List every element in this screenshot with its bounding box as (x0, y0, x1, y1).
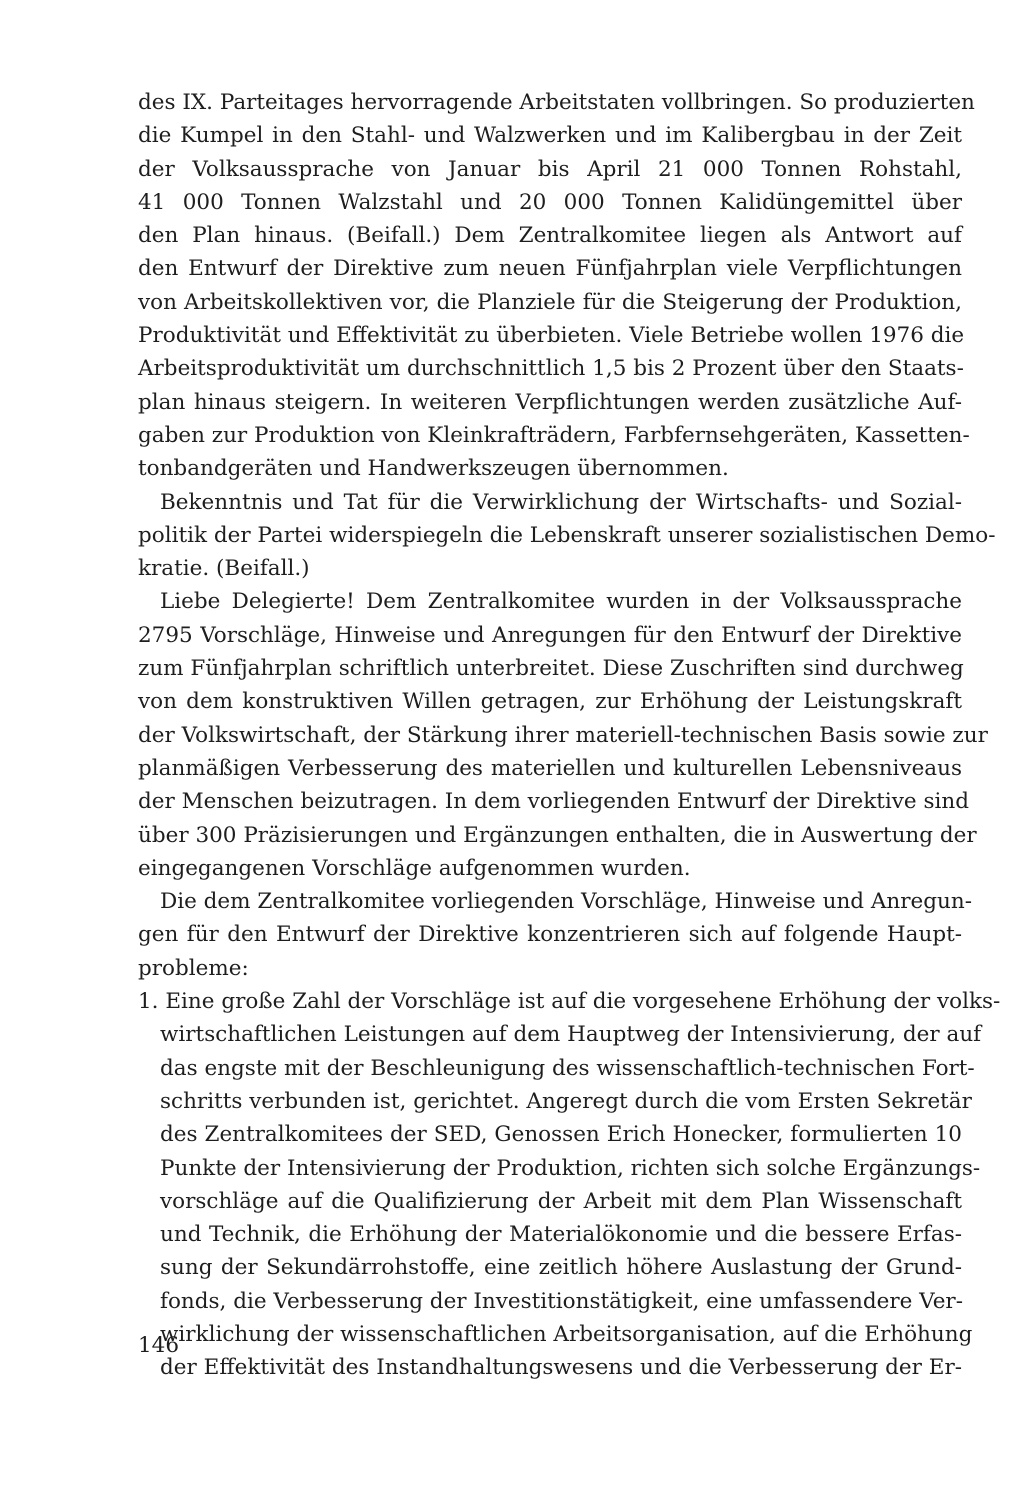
text-line: probleme: (138, 955, 249, 981)
list-item-line: schritts verbunden ist, gerichtet. Angeregt durch die vom Ersten Sekretär (160, 1088, 972, 1114)
list-item-line: wirklichung der wissenschaftlichen Arbeitsorganisation, auf die Erhöhung (160, 1321, 973, 1347)
list-item-line: fonds, die Verbesserung der Investitionstätigkeit, eine umfassendere Ver- (160, 1288, 963, 1314)
paragraph-start-line: Bekenntnis und Tat für die Verwirklichung der Wirtschafts- und Sozial- (160, 489, 962, 515)
paragraph-start-line: Liebe Delegierte! Dem Zentralkomitee wurden in der Volksaussprache (160, 589, 962, 615)
text-line: gen für den Entwurf der Direktive konzentrieren sich auf folgende Haupt- (138, 922, 962, 948)
text-line: eingegangenen Vorschläge aufgenommen wurden. (138, 855, 691, 881)
text-line: von dem konstruktiven Willen getragen, zur Erhöhung der Leistungskraft (138, 689, 962, 715)
list-item-line: sung der Sekundärrohstoffe, eine zeitlich höhere Auslastung der Grund- (160, 1255, 962, 1281)
list-item-line: wirtschaftlichen Leistungen auf dem Hauptweg der Intensivierung, der auf (160, 1022, 982, 1048)
text-line: den Entwurf der Direktive zum neuen Fünfjahrplan viele Verpflichtungen (138, 256, 962, 282)
list-item-line: Punkte der Intensivierung der Produktion, richten sich solche Ergänzungs- (160, 1155, 981, 1181)
text-line: Arbeitsproduktivität um durchschnittlich 1,5 bis 2 Prozent über den Staats- (138, 356, 964, 382)
text-line: der Volksaussprache von Januar bis April 21 000 Tonnen Rohstahl, (138, 156, 962, 182)
text-line: zum Fünfjahrplan schriftlich unterbreitet. Diese Zuschriften sind durchweg (138, 656, 964, 682)
text-line: den Plan hinaus. (Beifall.) Dem Zentralkomitee liegen als Antwort auf (138, 223, 962, 249)
body-text (138, 86, 1001, 1385)
text-line: plan hinaus steigern. In weiteren Verpflichtungen werden zusätzliche Auf- (138, 389, 962, 415)
text-line: der Volkswirtschaft, der Stärkung ihrer materiell-technischen Basis sowie zur (138, 722, 988, 748)
text-line: von Arbeitskollektiven vor, die Planziele für die Steigerung der Produktion, (138, 289, 962, 315)
text-line: 2795 Vorschläge, Hinweise und Anregungen für den Entwurf der Direktive (138, 622, 962, 648)
text-line: kratie. (Beifall.) (138, 556, 310, 582)
text-line: des IX. Parteitages hervorragende Arbeitstaten vollbringen. So produzierten (138, 90, 975, 115)
list-item-line: vorschläge auf die Qualifizierung der Arbeit mit dem Plan Wissenschaft (160, 1188, 962, 1214)
text-line: tonbandgeräten und Handwerkszeugen übernommen. (138, 456, 729, 482)
list-item-line: das engste mit der Beschleunigung des wissenschaftlich-technischen Fort- (160, 1055, 975, 1081)
paragraph-start-line: Die dem Zentralkomitee vorliegenden Vorschläge, Hinweise und Anregun- (160, 889, 973, 915)
page-number: 146 (138, 1333, 180, 1358)
text-line: gaben zur Produktion von Kleinkrafträdern, Farbfernsehgeräten, Kassetten- (138, 422, 970, 448)
list-item-line: des Zentralkomitees der SED, Genossen Erich Honecker, formulierten 10 (160, 1122, 962, 1148)
text-line: die Kumpel in den Stahl- und Walzwerken und im Kalibergbau in der Zeit (138, 123, 962, 149)
list-item-line: und Technik, die Erhöhung der Materialökonomie und die bessere Erfas- (160, 1222, 962, 1248)
text-line: Produktivität und Effektivität zu überbieten. Viele Betriebe wollen 1976 die (138, 323, 965, 349)
text-line: politik der Partei widerspiegeln die Lebenskraft unserer sozialistischen Demo- (138, 522, 996, 548)
list-item-start-line: 1. Eine große Zahl der Vorschläge ist auf die vorgesehene Erhöhung der volks- (138, 989, 1001, 1015)
list-item-line: der Effektivität des Instandhaltungswesens und die Verbesserung der Er- (160, 1355, 962, 1381)
text-line: planmäßigen Verbesserung des materiellen und kulturellen Lebensniveaus (138, 755, 962, 781)
text-line: über 300 Präzisierungen und Ergänzungen enthalten, die in Auswertung der (138, 822, 977, 848)
text-line: der Menschen beizutragen. In dem vorliegenden Entwurf der Direktive sind (138, 789, 969, 815)
text-line: 41 000 Tonnen Walzstahl und 20 000 Tonnen Kalidüngemittel über (138, 189, 962, 215)
